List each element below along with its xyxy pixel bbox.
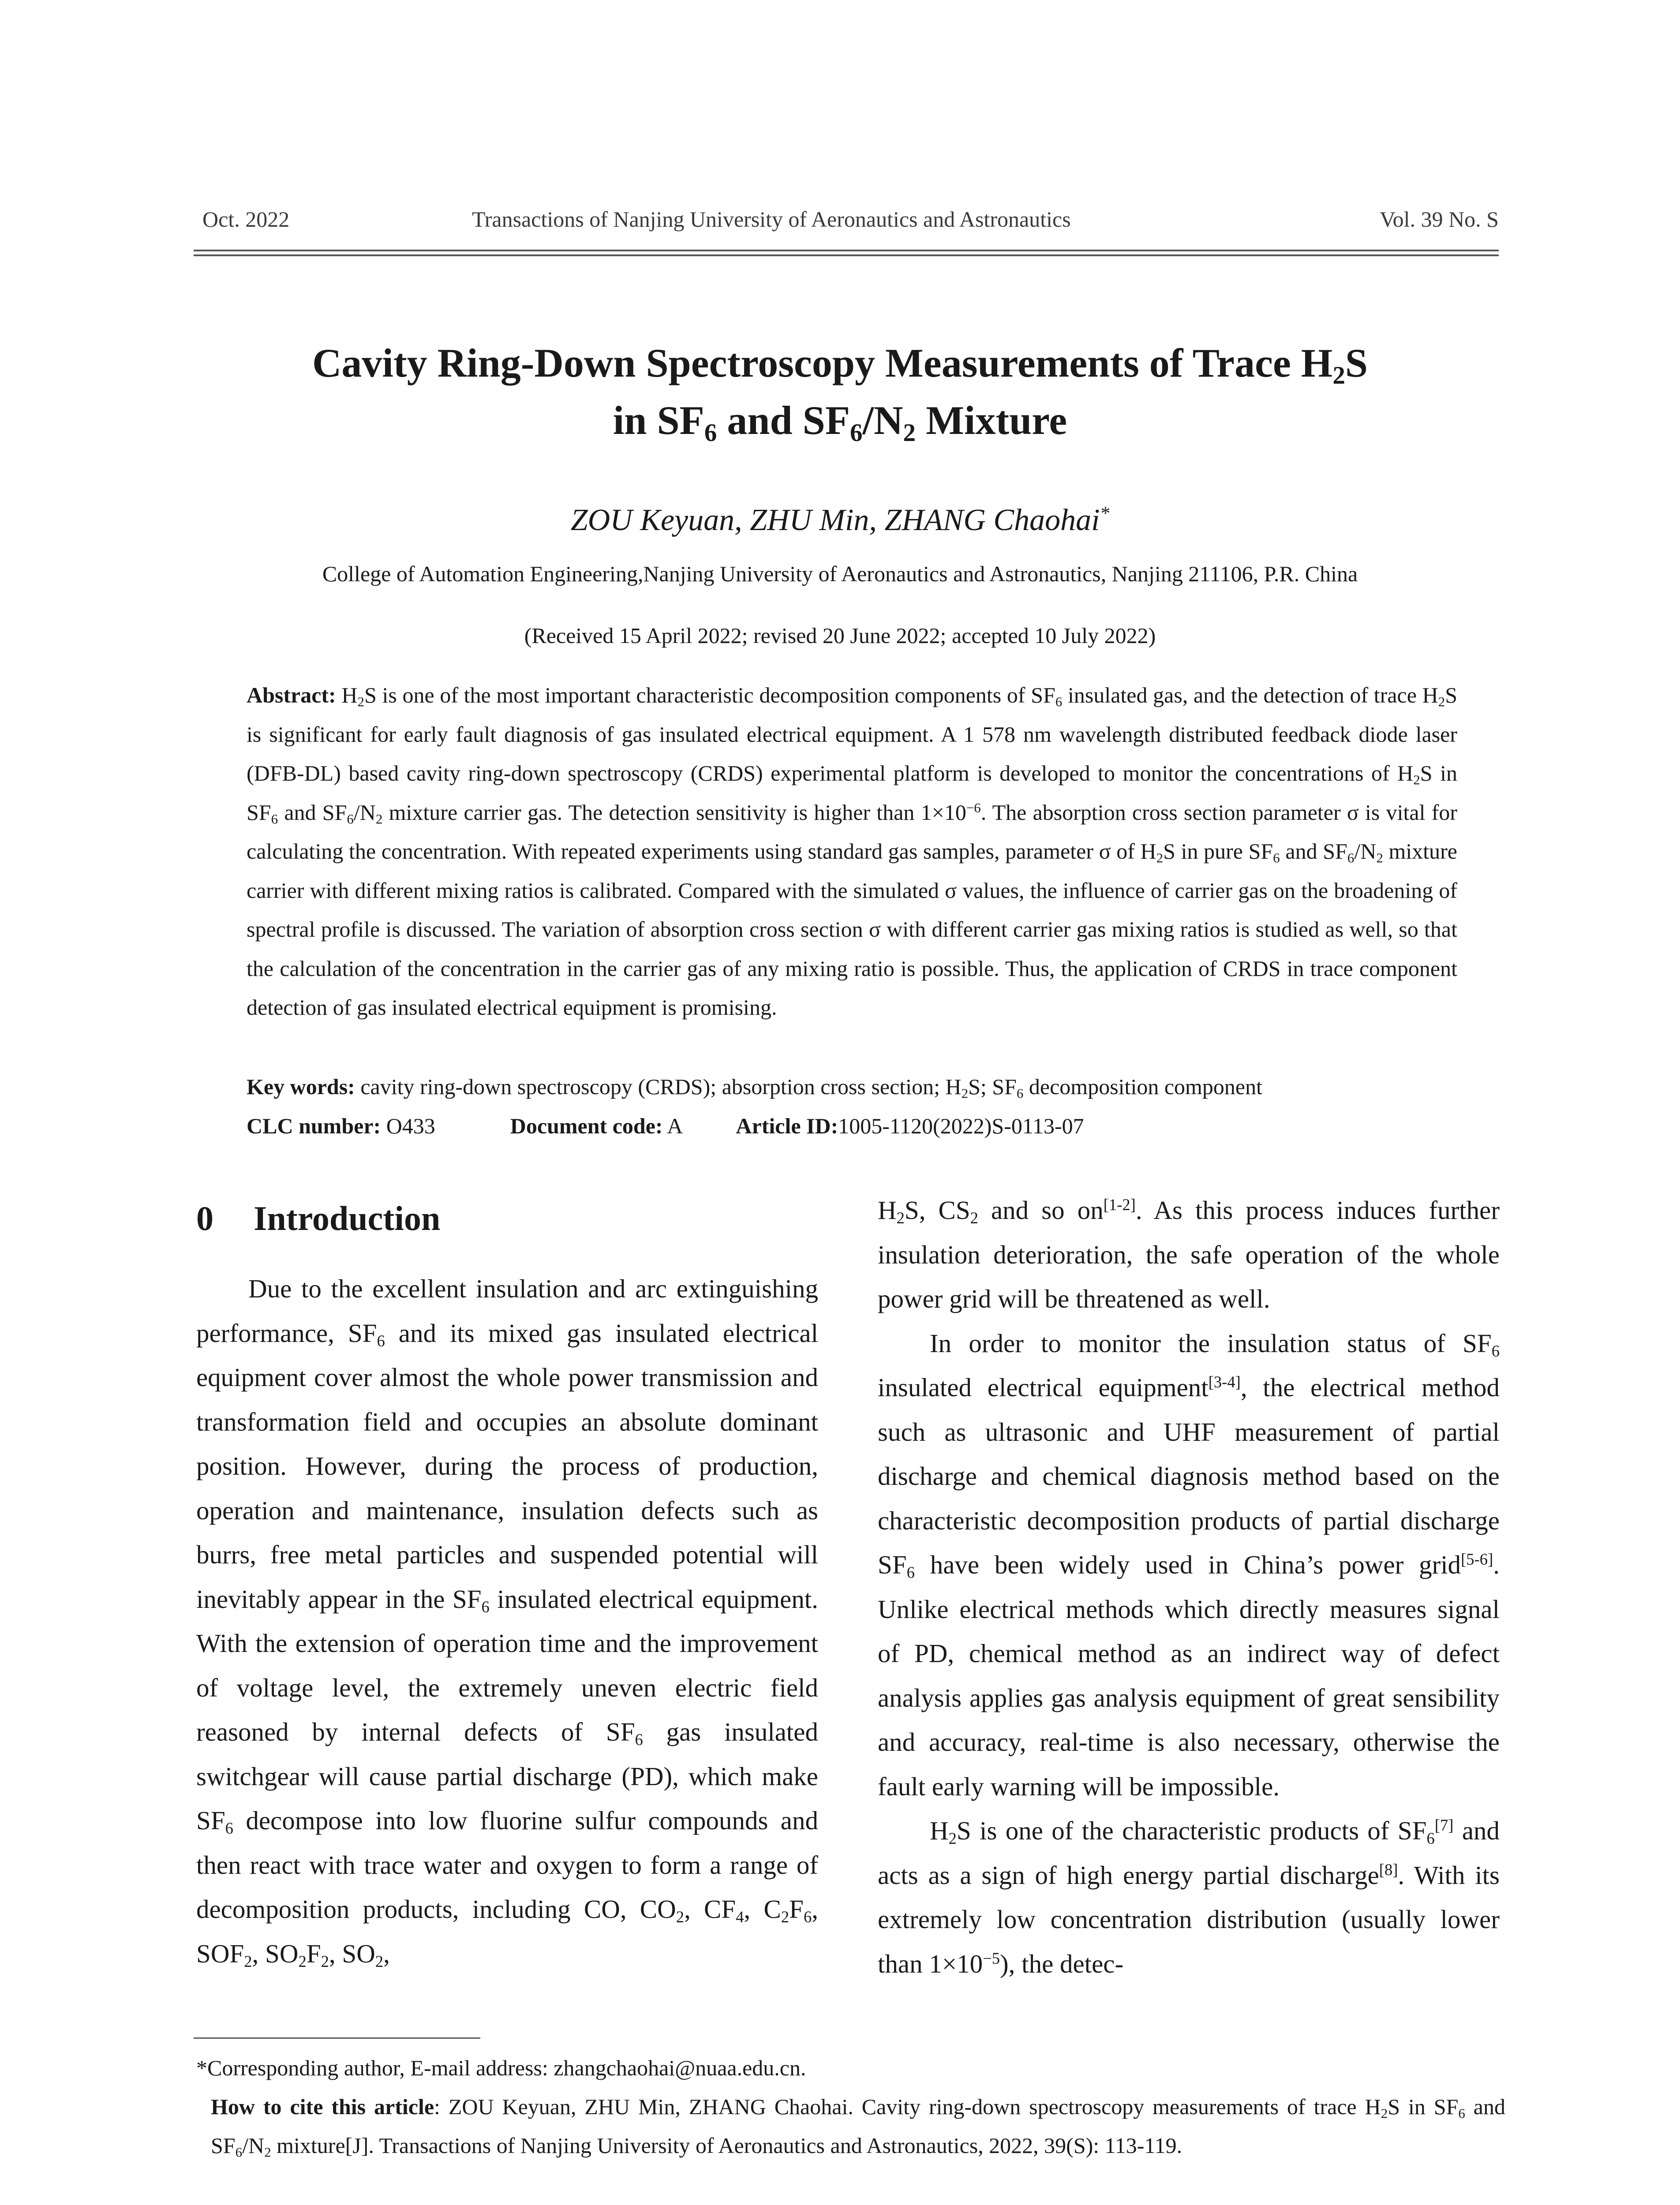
how-to-cite-label: How to cite this article bbox=[211, 2094, 434, 2119]
corresponding-author-note: *Corresponding author, E-mail address: zhangchaohai@nuaa.edu.cn. bbox=[196, 2056, 806, 2080]
intro-paragraph-2: In order to monitor the insulation status of $SF_6$ insulated electrical equipment[3-4], the electrical method such as ultrasonic and UHF measurement of partial discharge and chemical diagnosis method based on the characteristic decomposition products of partial discharge $SF_6$ have been widely used in China’s power grid[5-6]. Unlike electrical methods which directly measures signal of PD, chemical method as an indirect way of defect analysis applies gas analysis equipment of great sensibility and accuracy, real-time is also necessary, otherwise the fault early warning will be impossible. bbox=[878, 1328, 1500, 1801]
header-date: Oct. 2022 bbox=[202, 207, 290, 232]
section-number: 0 bbox=[196, 1199, 213, 1237]
classification-line bbox=[247, 1113, 1084, 1139]
how-to-cite: How to cite this article: ZOU Keyuan, ZHU Min, ZHANG Chaohai. Cavity ring-down spectroscopy measurements of trace $H_2S$ in $SF_6$ and $SF_6/N_2$ mixture[J]. Transactions of Nanjing University of Aeronautics and Astronautics, 2022, 39(S): 113-119. bbox=[211, 2094, 1505, 2160]
footnote-rule bbox=[194, 2037, 480, 2039]
document-code-value: A bbox=[662, 1114, 683, 1138]
document-code-label: Document code: bbox=[510, 1114, 663, 1138]
header-rule-top bbox=[194, 250, 1499, 251]
article-id-label: Article ID: bbox=[736, 1114, 838, 1138]
citation-1-2: [1-2] bbox=[1103, 1195, 1136, 1214]
section-title: Introduction bbox=[254, 1199, 441, 1237]
intro-paragraph-1: Due to the excellent insulation and arc extinguishing performance, $SF_6$ and its mixed gas insulated electrical equipment cover almost the whole power transmission and transformation field and occupies an absolute dominant position. However, during the process of production, operation and maintenance, insulation defects such as burrs, free metal particles and suspended potential will inevitably appear in the $SF_6$ insulated electrical equipment. With the extension of operation time and the improvement of voltage level, the extremely uneven electric field reasoned by internal defects of $SF_6$ gas insulated switchgear will cause partial discharge (PD), which make $SF_6$ decompose into low fluorine sulfur compounds and then react with trace water and oxygen to form a range of decomposition products, including CO, $CO_2$, $CF_4$, $C_2F_6$, $SOF_2$, $SO_2F_2$, $SO_2$, bbox=[196, 1274, 819, 1970]
article-id-value: 1005-1120(2022)S-0113-07 bbox=[838, 1114, 1084, 1138]
paper-title-line-2: in $SF_6$ and $SF_6/N_2$ Mixture bbox=[613, 398, 1067, 447]
intro-paragraph-3: $H_2S$ is one of the characteristic products of $SF_6[7]$ and acts as a sign of high energy partial discharge[8]. With its extremely low concentration distribution (usually lower than $1\times 10^{-5}$), the detec- bbox=[878, 1816, 1500, 1978]
keywords: Key words: cavity ring-down spectroscopy (CRDS); absorption cross section; $H_2S$; $SF_6$ decomposition component bbox=[247, 1074, 1262, 1101]
received-dates: (Received 15 April 2022; revised 20 June 2022; accepted 10 July 2022) bbox=[524, 623, 1156, 648]
clc-value: O433 bbox=[381, 1114, 435, 1138]
affiliation: College of Automation Engineering,Nanjing University of Aeronautics and Astronautics, Nanjing 211106, P.R. China bbox=[322, 561, 1358, 586]
intro-paragraph-1-continued: $H_2S$, $CS_2$ and so on[1-2]. As this process induces further insulation deterioration, the safe operation of the whole power grid will be threatened as well. bbox=[878, 1195, 1500, 1313]
authors: ZOU Keyuan, ZHU Min, ZHANG Chaohai* bbox=[570, 503, 1110, 537]
header-rule-bottom bbox=[194, 254, 1499, 256]
keywords-label: Key words: bbox=[247, 1074, 355, 1099]
left-column bbox=[196, 1267, 818, 1976]
abstract-label: Abstract: bbox=[247, 683, 336, 707]
header-volume: Vol. 39 No. S bbox=[1380, 207, 1499, 232]
clc-label: CLC number: bbox=[247, 1114, 381, 1138]
right-column bbox=[878, 1188, 1500, 1986]
citation-8: [8] bbox=[1379, 1860, 1398, 1879]
citation-7: [7] bbox=[1434, 1816, 1454, 1834]
doi-link[interactable] bbox=[211, 2203, 661, 2205]
paper-title-line-1: Cavity Ring-Down Spectroscopy Measurements of Trace $H_2S$ bbox=[312, 340, 1368, 389]
header-journal-name: Transactions of Nanjing University of Aeronautics and Astronautics bbox=[472, 207, 1071, 232]
citation-3-4: [3-4] bbox=[1208, 1372, 1241, 1391]
citation-5-6: [5-6] bbox=[1461, 1550, 1493, 1568]
abstract: Abstract: $H_2S$ is one of the most important characteristic decomposition components of $SF_6$ insulated gas, and the detection of trace $H_2S$ is significant for early fault diagnosis of gas insulated electrical equipment. A 1 578 nm wavelength distributed feedback diode laser (DFB-DL) based cavity ring-down spectroscopy (CRDS) experimental platform is developed to monitor the concentrations of $H_2S$ in $SF_6$ and $SF_6/N_2$ mixture carrier gas. The detection sensitivity is higher than $1\times 10^{-6}$. The absorption cross section parameter σ is vital for calculating the concentration. With repeated experiments using standard gas samples, parameter σ of $H_2S$ in pure $SF_6$ and $SF_6/N_2$ mixture carrier with different mixing ratios is calibrated. Compared with the simulated σ values, the influence of carrier gas on the broadening of spectral profile is discussed. The variation of absorption cross section σ with different carrier gas mixing ratios is studied as well, so that the calculation of the concentration in the carrier gas of any mixing ratio is possible. Thus, the application of CRDS in trace component detection of gas insulated electrical equipment is promising. bbox=[247, 683, 1458, 1020]
